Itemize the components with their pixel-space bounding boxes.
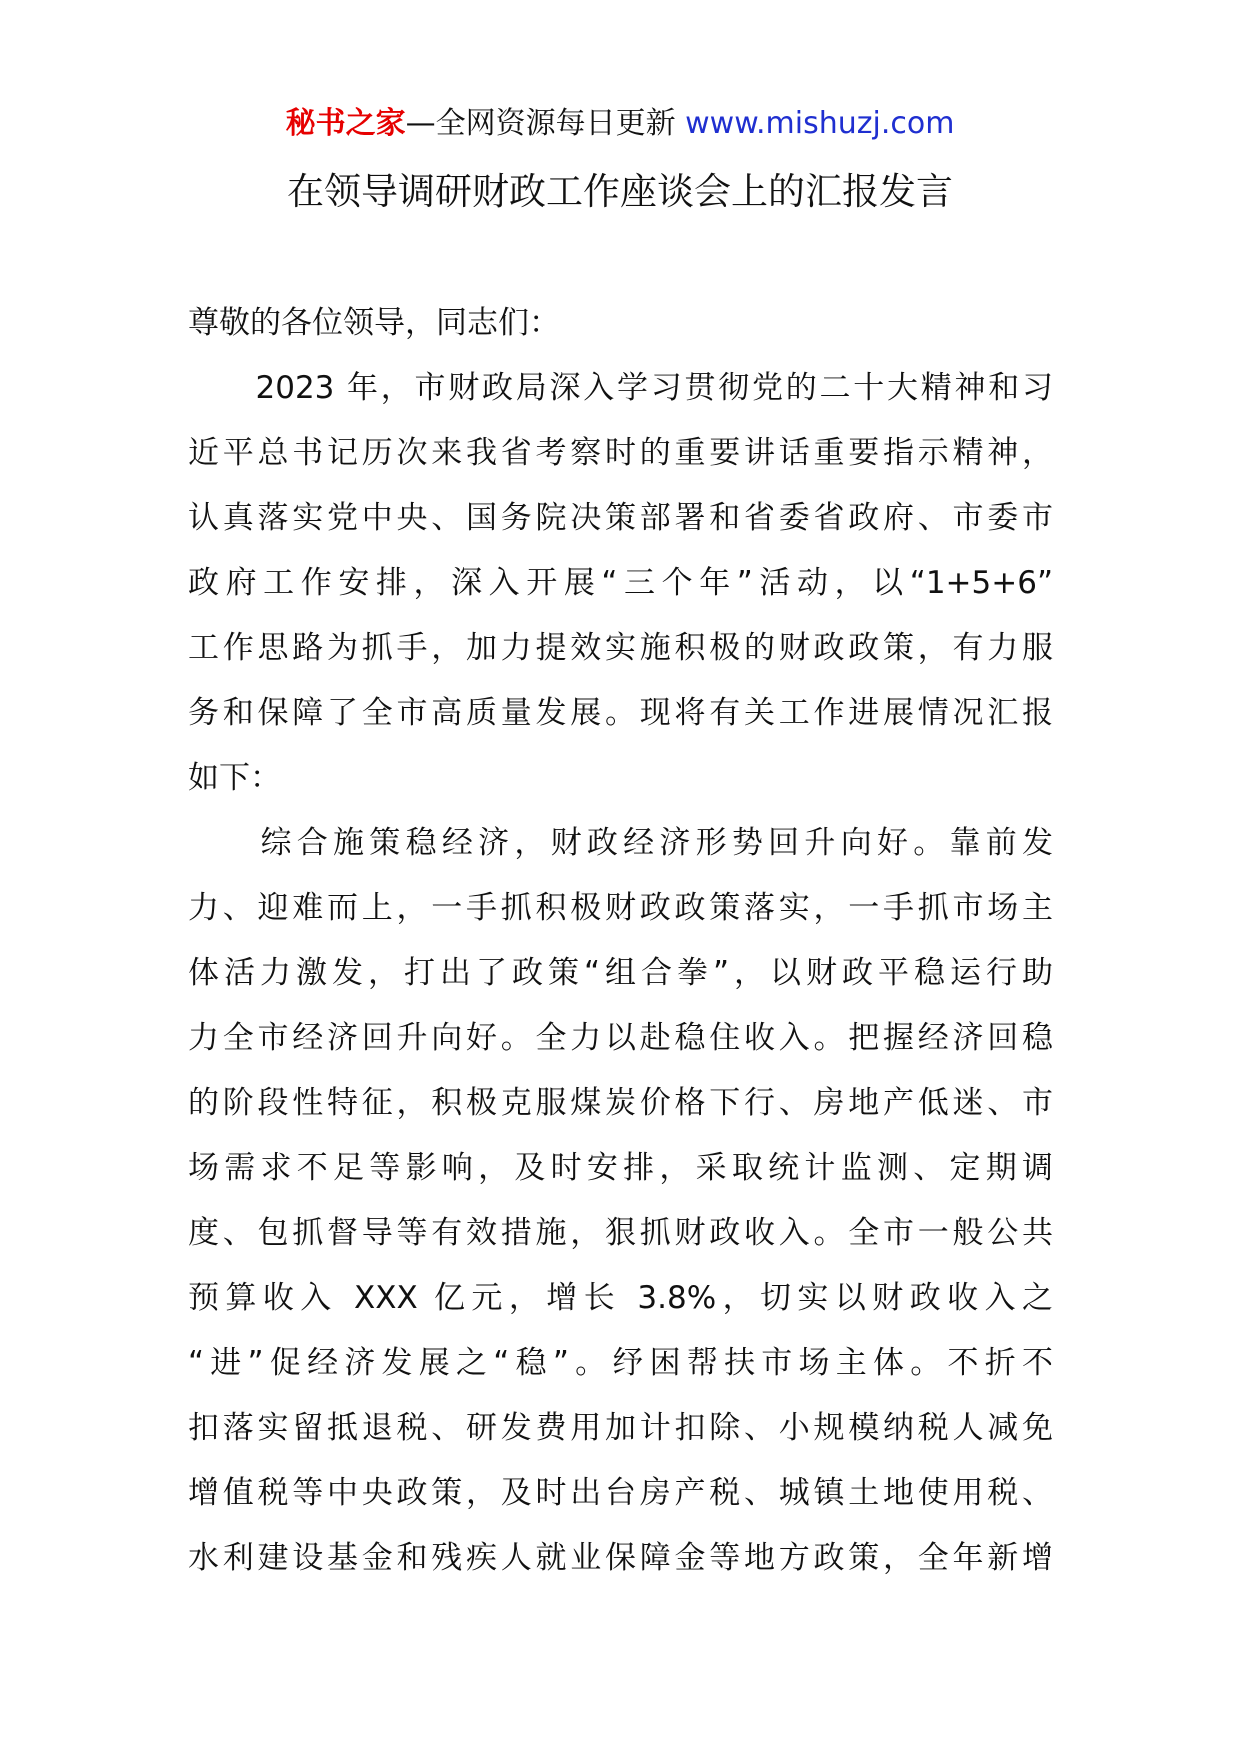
body-line: 增值税等中央政策，及时出台房产税、城镇土地使用税、: [188, 1475, 1053, 1511]
body-line: 务和保障了全市高质量发展。现将有关工作进展情况汇报: [188, 695, 1053, 731]
body-line: 度、包抓督导等有效措施，狠抓财政收入。全市一般公共: [188, 1215, 1053, 1251]
body-line: 如下：: [188, 760, 281, 796]
body-line: 工作思路为抓手，加力提效实施积极的财政政策，有力服: [188, 630, 1053, 666]
body-line: 综合施策稳经济，财政经济形势回升向好。靠前发: [188, 825, 1053, 861]
header-tagline: —全网资源每日更新: [405, 106, 676, 141]
body-line: 的阶段性特征，积极克服煤炭价格下行、房地产低迷、市: [188, 1085, 1053, 1121]
body-line: 水利建设基金和残疾人就业保障金等地方政策，全年新增: [188, 1540, 1053, 1576]
body-line: “进”促经济发展之“稳”。纾困帮扶市场主体。不折不: [188, 1345, 1053, 1381]
body-line: 2023 年，市财政局深入学习贯彻党的二十大精神和习: [188, 370, 1053, 406]
body-line: 预算收入 XXX 亿元，增长 3.8%，切实以财政收入之: [188, 1280, 1053, 1316]
site-header: [0, 102, 1240, 146]
body-line: 扣落实留抵退税、研发费用加计扣除、小规模纳税人减免: [188, 1410, 1053, 1446]
document-title: 在领导调研财政工作座谈会上的汇报发言: [287, 170, 953, 213]
body-line: 力全市经济回升向好。全力以赴稳住收入。把握经济回稳: [188, 1020, 1053, 1056]
site-url-link[interactable]: www.mishuzj.com: [685, 106, 955, 141]
body-line: 认真落实党中央、国务院决策部署和省委省政府、市委市: [188, 500, 1053, 536]
body-line: 近平总书记历次来我省考察时的重要讲话重要指示精神，: [188, 435, 1053, 471]
body-line: 场需求不足等影响，及时安排，采取统计监测、定期调: [188, 1150, 1053, 1186]
body-line: 力、迎难而上，一手抓积极财政政策落实，一手抓市场主: [188, 890, 1053, 926]
brand-name: 秘书之家: [285, 106, 406, 141]
document-body: [188, 291, 1053, 1591]
body-line: 政府工作安排，深入开展“三个年”活动，以“1+5+6”: [188, 565, 1053, 601]
body-line: 体活力激发，打出了政策“组合拳”，以财政平稳运行助: [188, 955, 1053, 991]
salutation-line: 尊敬的各位领导，同志们：: [188, 305, 560, 341]
